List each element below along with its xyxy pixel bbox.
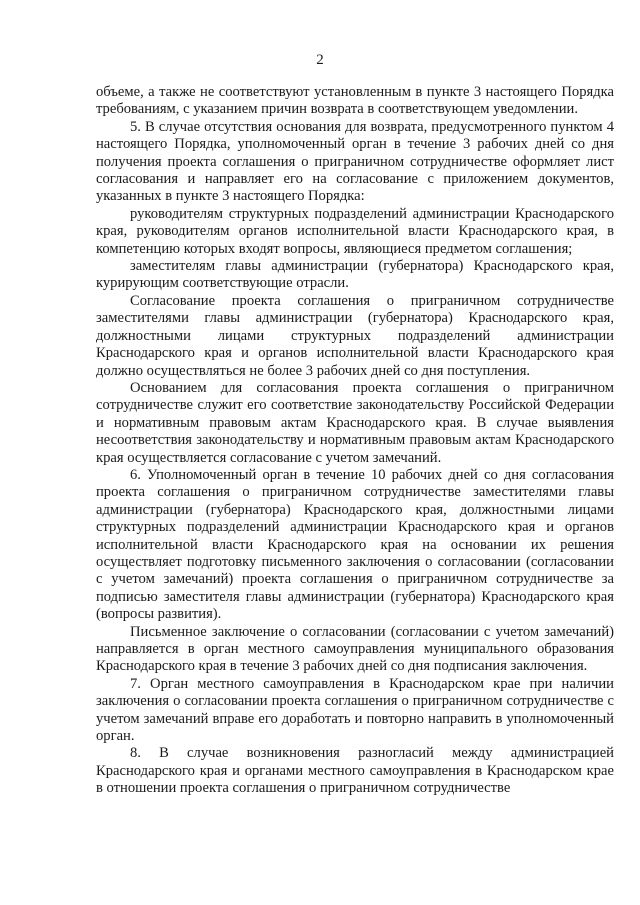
paragraph: заместителям главы администрации (губернатора) Краснодарского края, курирующим соответствующие отрасли.	[96, 258, 614, 292]
paragraph: Основанием для согласования проекта соглашения о приграничном сотрудничестве служит его соответствие законодательству Российской Федерации и нормативным правовым актам Краснодарского края. В случае выявления несоответствия законодательству и нормативным правовым актам Краснодарского края осуществляется согласование с учетом замечаний.	[96, 379, 614, 466]
document-body	[96, 84, 614, 798]
paragraph: объеме, а также не соответствуют установленным в пункте 3 настоящего Порядка требованиям, с указанием причин возврата в соответствующем уведомлении.	[96, 84, 614, 118]
paragraph: руководителям структурных подразделений администрации Краснодарского края, руководителям органов исполнительной власти Краснодарского края, в компетенцию которых входят вопросы, являющиеся предметом соглашения;	[96, 205, 614, 257]
paragraph: 5. В случае отсутствия основания для возврата, предусмотренного пунктом 4 настоящего Порядка, уполномоченный орган в течение 3 рабочих дней со дня получения проекта соглашения о приграничном сотрудничестве оформляет лист согласования и направляет его на согласование с приложением документов, указанных в пункте 3 настоящего Порядка:	[96, 118, 614, 205]
paragraph: Согласование проекта соглашения о приграничном сотрудничестве заместителями главы администрации (губернатора) Краснодарского края, должностными лицами структурных подразделений администрации Краснодарского края и органов исполнительной власти Краснодарского края должно осуществляться не более 3 рабочих дней со дня поступления.	[96, 292, 614, 379]
paragraph: 7. Орган местного самоуправления в Краснодарском крае при наличии заключения о согласовании проекта соглашения о приграничном сотрудничестве с учетом замечаний вправе его доработать и повторно направить в уполномоченный орган.	[96, 675, 614, 745]
paragraph: Письменное заключение о согласовании (согласовании с учетом замечаний) направляется в орган местного самоуправления муниципального образования Краснодарского края в течение 3 рабочих дней со дня подписания заключения.	[96, 623, 614, 675]
paragraph: 6. Уполномоченный орган в течение 10 рабочих дней со дня согласования проекта соглашения о приграничном сотрудничестве заместителями главы администрации (губернатора) Краснодарского края, должностными лицами структурных подразделений администрации Краснодарского края и органов исполнительной власти Краснодарского края на основании их решения осуществляет подготовку письменного заключения о согласовании (согласовании с учетом замечаний) проекта соглашения о приграничном сотрудничестве за подписью заместителя главы администрации (губернатора) Краснодарского края (вопросы развития).	[96, 466, 614, 623]
page-number: 2	[316, 52, 324, 68]
paragraph: 8. В случае возникновения разногласий между администрацией Краснодарского края и органами местного самоуправления в Краснодарском крае в отношении проекта соглашения о приграничном сотрудничестве	[96, 745, 614, 797]
